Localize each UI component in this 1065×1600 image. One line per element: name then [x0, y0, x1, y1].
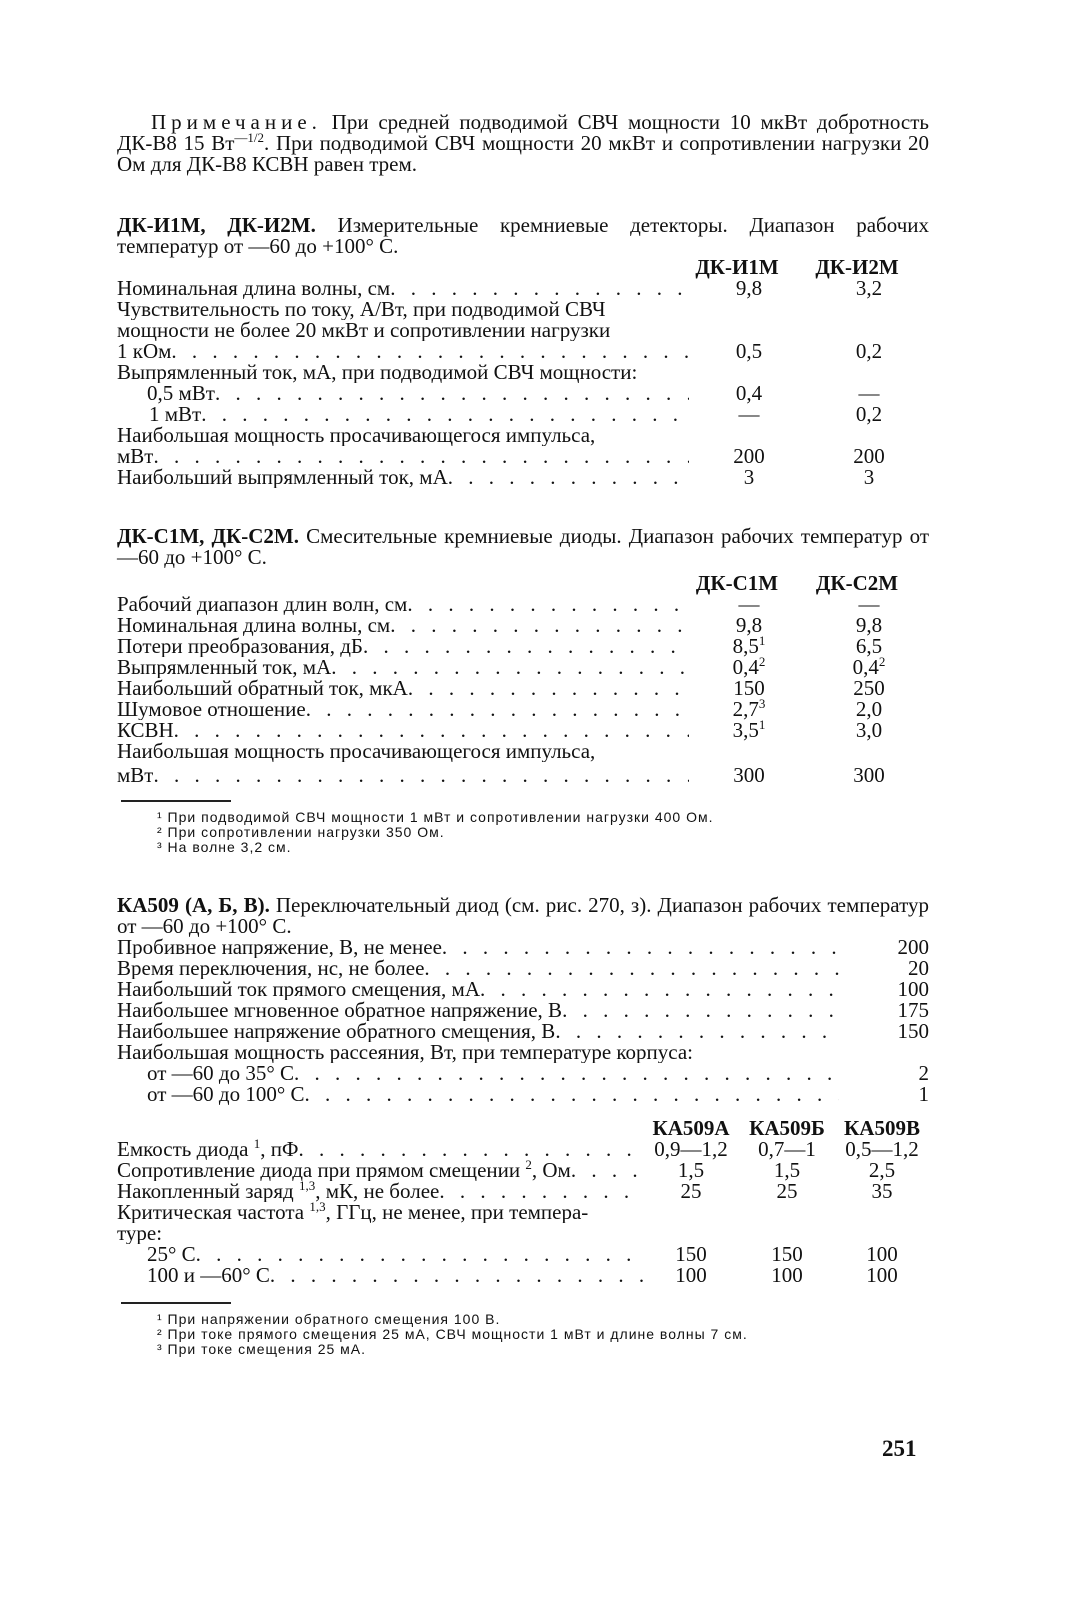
row-label: мВт — [117, 765, 154, 786]
footnote-marker: 2 — [878, 654, 886, 669]
row-value: 0,5—1,2 — [845, 1137, 919, 1161]
row-value: — — [858, 381, 880, 405]
section-ka509-header — [117, 895, 929, 937]
table-row — [117, 1000, 929, 1021]
section-dk-i-header — [117, 215, 929, 257]
row-label: Время переключения, нс, не более — [117, 958, 425, 979]
section-ka509-title: КА509 (А, Б, В). — [117, 893, 270, 917]
table-row — [117, 937, 929, 958]
row-value: 2 — [918, 1061, 929, 1085]
row-value: 25 — [680, 1179, 702, 1203]
row-value: 9,8 — [735, 276, 763, 300]
table-row — [117, 1265, 929, 1286]
label-text: Емкость диода — [117, 1139, 249, 1160]
footnote-marker: 1 — [253, 1139, 261, 1151]
row-value: 6,5 — [855, 634, 883, 658]
row-value: — — [738, 592, 760, 616]
table-row — [117, 678, 929, 699]
footnote-marker: 1 — [758, 717, 766, 732]
page-body — [117, 112, 929, 1357]
footnote: ² При токе прямого смещения 25 мА, СВЧ мощности 1 мВт и длине волны 7 см. — [157, 1326, 748, 1342]
leader-dots — [555, 1021, 839, 1042]
leader-dots — [439, 1181, 643, 1202]
table-header — [117, 257, 929, 278]
row-value: 150 — [675, 1242, 707, 1266]
label-text: Критическая частота — [117, 1202, 310, 1223]
row-label: Наибольшее напряжение обратного смещения, В — [117, 1021, 556, 1042]
row-value: 9,8 — [855, 613, 883, 637]
table-row — [117, 1244, 929, 1265]
row-value: 0,7—1 — [758, 1137, 816, 1161]
label-text: , пФ — [260, 1139, 299, 1160]
leader-dots — [448, 467, 689, 488]
row-value: — — [738, 402, 760, 426]
table-row — [117, 446, 929, 467]
leader-dots — [153, 765, 689, 786]
row-label: Номинальная длина волны, см — [117, 615, 391, 636]
column-header: ДК-И1М — [695, 255, 779, 279]
footnote: ¹ При подводимой СВЧ мощности 1 мВт и сопротивлении нагрузки 400 Ом. — [157, 809, 714, 825]
row-value: 0,5 — [735, 339, 763, 363]
row-label: Потери преобразования, дБ — [117, 636, 363, 657]
table-row-continued — [117, 1202, 929, 1223]
row-value: 200 — [733, 444, 765, 468]
section-dk-c-desc: Смесительные кремниевые диоды. Диапазон рабочих температур от —60 до +100° С. — [117, 524, 929, 569]
table-row — [117, 717, 929, 742]
leader-dots — [305, 1084, 840, 1105]
row-label: Выпрямленный ток, мА, при подводимой СВЧ мощности: — [117, 362, 638, 383]
leader-dots — [294, 1063, 839, 1084]
row-value: 150 — [733, 676, 765, 700]
row-value: 0,9—1,2 — [654, 1137, 728, 1161]
row-value: 3 — [863, 465, 875, 489]
table-row — [117, 278, 929, 299]
table-row — [117, 594, 929, 615]
row-label: Пробивное напряжение, В, не менее — [117, 937, 442, 958]
row-label: Наибольшее мгновенное обратное напряжение, В — [117, 1000, 563, 1021]
table-row-continued — [117, 1042, 929, 1063]
row-value: 100 — [897, 977, 929, 1001]
row-label: Наибольший ток прямого смещения, мА — [117, 979, 480, 1000]
footnote-rule — [121, 800, 231, 802]
row-value — [689, 654, 809, 679]
footnote-marker: 2 — [758, 654, 766, 669]
row-label: Наибольший обратный ток, мкА — [117, 678, 408, 699]
table-row-continued — [117, 362, 929, 383]
note-paragraph — [117, 112, 929, 175]
table-row — [117, 654, 929, 679]
value-text: 0,4 — [852, 655, 879, 679]
footnote: ¹ При напряжении обратного смещения 100 В. — [157, 1311, 501, 1327]
table-row-continued — [117, 1223, 929, 1244]
table-row — [117, 762, 929, 786]
row-value: 300 — [733, 763, 765, 787]
section-ka509-desc: Переключательный диод (см. рис. 270, з). Диапазон рабочих температур от —60 до +100° С. — [117, 893, 929, 938]
table-row — [117, 383, 929, 404]
row-value: 2,5 — [868, 1158, 896, 1182]
row-value — [809, 654, 929, 679]
table-row — [117, 1063, 929, 1084]
footnote-marker: 2 — [525, 1160, 532, 1172]
row-value: 25 — [776, 1179, 798, 1203]
row-label: КСВН — [117, 720, 174, 741]
footnote: ³ При токе смещения 25 мА. — [157, 1341, 367, 1357]
section-dk-c-header — [117, 526, 929, 568]
leader-dots — [174, 720, 689, 741]
row-value: 0,2 — [855, 402, 883, 426]
leader-dots — [270, 1265, 643, 1286]
leader-dots — [201, 404, 689, 425]
row-value: 1,5 — [677, 1158, 705, 1182]
note-exponent: —1/2 — [234, 130, 265, 145]
footnote-marker: 1,3 — [309, 1202, 326, 1214]
row-label: Наибольший выпрямленный ток, мА — [117, 467, 448, 488]
leader-dots — [390, 615, 689, 636]
table-row-continued — [117, 741, 929, 762]
row-label: Номинальная длина волны, см — [117, 278, 391, 299]
leader-dots — [363, 636, 689, 657]
leader-dots — [196, 1244, 643, 1265]
column-header: ДК-И2М — [815, 255, 899, 279]
label-text: Сопротивление диода при прямом смещении — [117, 1160, 521, 1181]
row-label: Наибольшая мощность просачивающегося импульса, — [117, 741, 596, 762]
value-text: 8,5 — [732, 634, 759, 658]
leader-dots — [171, 341, 689, 362]
row-label: 1 мВт — [149, 404, 202, 425]
label-text: , Ом — [531, 1160, 571, 1181]
row-label: туре: — [117, 1223, 163, 1244]
leader-dots — [299, 1139, 643, 1160]
row-value: 100 — [675, 1263, 707, 1287]
section-dk-i-title: ДК-И1М, ДК-И2М. — [117, 213, 316, 237]
value-text: 3,5 — [732, 718, 759, 742]
row-value: 35 — [871, 1179, 893, 1203]
footnote-marker: 1 — [758, 633, 766, 648]
row-value: 1 — [918, 1082, 929, 1106]
label-text: Накопленный заряд — [117, 1181, 294, 1202]
row-value — [689, 717, 809, 742]
row-value: 1,5 — [773, 1158, 801, 1182]
table-row — [117, 633, 929, 658]
row-label: Наибольшая мощность просачивающегося импульса, — [117, 425, 596, 446]
row-label: Рабочий диапазон длин волн, см — [117, 594, 408, 615]
row-value: 3,2 — [855, 276, 883, 300]
note-label: Примечание. — [151, 110, 322, 134]
section-dk-i-desc: Измерительные кремниевые детекторы. Диапазон рабочих температур от —60 до +100° С. — [117, 213, 929, 258]
footnote-rule — [121, 1302, 231, 1304]
table-row — [117, 341, 929, 362]
table-row — [117, 1084, 929, 1105]
row-value: 200 — [897, 935, 929, 959]
row-value: 20 — [908, 956, 929, 980]
row-value: 9,8 — [735, 613, 763, 637]
leader-dots — [442, 937, 839, 958]
label-text: , мК, не более — [315, 1181, 440, 1202]
row-label: 1 кОм — [117, 341, 172, 362]
row-value: 0,4 — [735, 381, 763, 405]
section-dk-c-title: ДК-С1М, ДК-С2М. — [117, 524, 299, 548]
leader-dots — [215, 383, 689, 404]
row-value: 100 — [866, 1242, 898, 1266]
row-label: Чувствительность по току, А/Вт, при подводимой СВЧ — [117, 299, 606, 320]
row-label: 25° С — [147, 1244, 196, 1265]
row-value: — — [858, 592, 880, 616]
row-label: Выпрямленный ток, мА — [117, 657, 332, 678]
row-label: мВт — [117, 446, 154, 467]
table-row-continued — [117, 425, 929, 446]
leader-dots — [424, 958, 839, 979]
row-label: от —60 до 100° С — [147, 1084, 305, 1105]
table-row — [117, 1021, 929, 1042]
row-value: 150 — [771, 1242, 803, 1266]
section-dk-i — [117, 215, 929, 488]
leader-dots — [562, 1000, 839, 1021]
table-row — [117, 404, 929, 425]
table-row — [117, 696, 929, 721]
row-label — [117, 1139, 299, 1160]
table-row — [117, 1139, 929, 1160]
value-text: 2,7 — [732, 697, 759, 721]
table-row — [117, 1181, 929, 1202]
table-row — [117, 979, 929, 1000]
table-row — [117, 1160, 929, 1181]
page-number: 251 — [882, 1436, 917, 1461]
row-label: от —60 до 35° С — [147, 1063, 294, 1084]
row-label — [117, 1202, 588, 1223]
column-header: КА509А — [652, 1116, 730, 1140]
footnote-marker: 1,3 — [298, 1181, 316, 1193]
footnote: ³ На волне 3,2 см. — [157, 839, 292, 855]
row-label: 0,5 мВт — [147, 383, 215, 404]
row-value: 0,2 — [855, 339, 883, 363]
table-row — [117, 467, 929, 488]
table-header — [117, 568, 929, 594]
column-header: ДК-С1М — [695, 571, 779, 595]
row-label: Шумовое отношение — [117, 699, 306, 720]
leader-dots — [306, 699, 689, 720]
row-value — [689, 633, 809, 658]
leader-dots — [408, 678, 689, 699]
note-text-2: . При подводимой СВЧ мощности 20 мкВт и сопротивлении нагрузки 20 Ом для ДК-В8 КСВН равен трем. — [117, 131, 930, 176]
row-value: 200 — [853, 444, 885, 468]
row-value: 2,0 — [855, 697, 883, 721]
table-row — [117, 958, 929, 979]
footnote-marker: 3 — [758, 696, 766, 711]
column-header: ДК-С2М — [815, 571, 899, 595]
row-value: 3 — [743, 465, 755, 489]
row-value: 250 — [853, 676, 885, 700]
row-label — [117, 1160, 571, 1181]
table-row-continued — [117, 299, 929, 320]
row-value: 150 — [897, 1019, 929, 1043]
column-header: КА509В — [844, 1116, 920, 1140]
section-ka509 — [117, 895, 929, 1357]
value-text: 0,4 — [732, 655, 759, 679]
footnote: ² При сопротивлении нагрузки 350 Ом. — [157, 824, 445, 840]
leader-dots — [571, 1160, 643, 1181]
leader-dots — [407, 594, 689, 615]
row-label: мощности не более 20 мкВт и сопротивлении нагрузки — [117, 320, 611, 341]
row-value: 100 — [771, 1263, 803, 1287]
row-label: Наибольшая мощность рассеяния, Вт, при температуре корпуса: — [117, 1042, 694, 1063]
leader-dots — [153, 446, 689, 467]
leader-dots — [390, 278, 689, 299]
label-text: , ГГц, не менее, при темпера- — [325, 1202, 589, 1223]
table-header — [117, 1105, 929, 1139]
note-text-1: При средней подводимой СВЧ мощности 10 мкВт добротность ДК-В8 15 Вт — [117, 110, 929, 155]
row-value: 300 — [853, 763, 885, 787]
row-value — [689, 696, 809, 721]
table-row — [117, 615, 929, 636]
section-dk-c — [117, 526, 929, 855]
leader-dots — [480, 979, 839, 1000]
row-label: 100 и —60° С — [147, 1265, 270, 1286]
row-value: 100 — [866, 1263, 898, 1287]
leader-dots — [331, 657, 689, 678]
row-label — [117, 1181, 439, 1202]
row-value: 3,0 — [855, 718, 883, 742]
table-row-continued — [117, 320, 929, 341]
row-value: 175 — [897, 998, 929, 1022]
column-header: КА509Б — [749, 1116, 825, 1140]
